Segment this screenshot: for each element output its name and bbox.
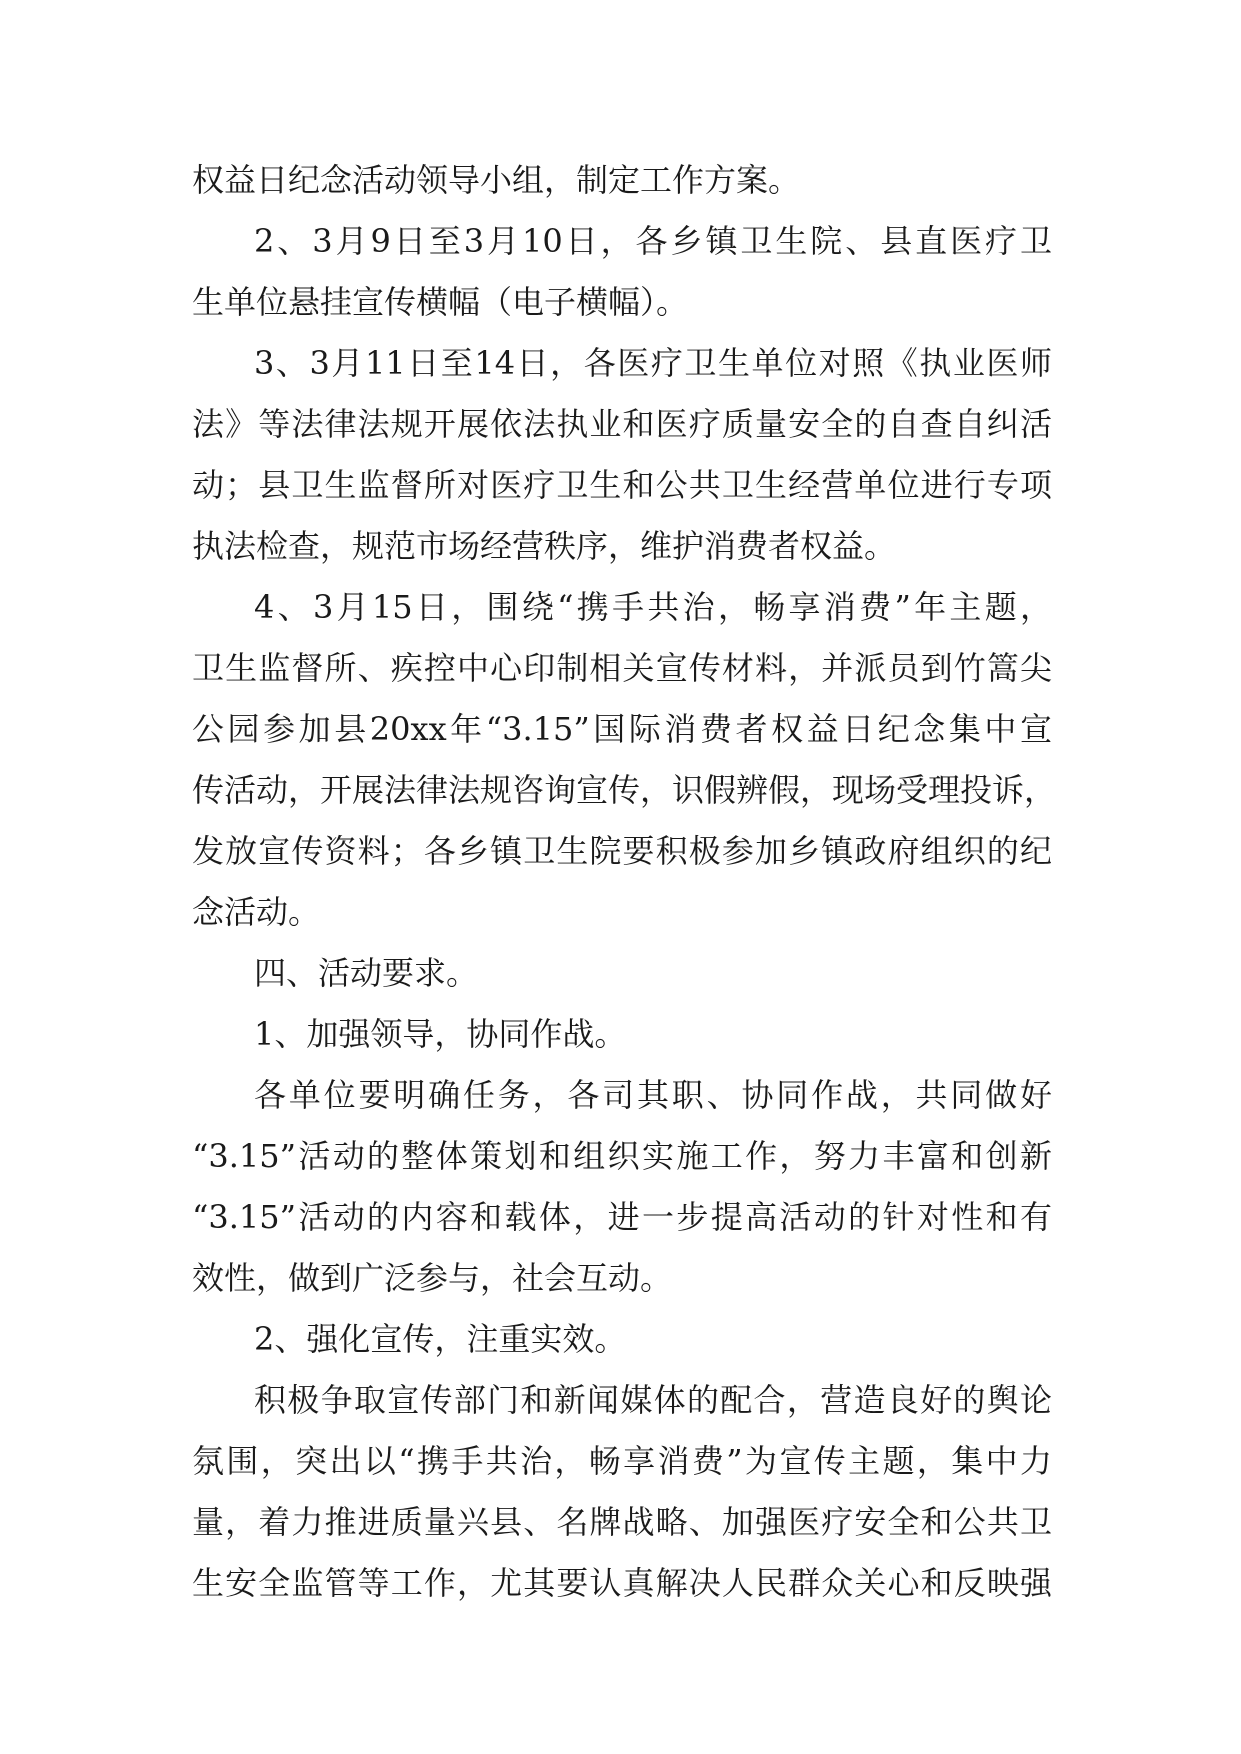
text-line: 四、活动要求。: [254, 954, 479, 992]
text-line: 生安全监管等工作，尤其要认真解决人民群众关心和反映强: [192, 1564, 1052, 1602]
text-line: 卫生监督所、疾控中心印制相关宣传材料，并派员到竹篙尖: [192, 649, 1052, 687]
text-line: 3、3月11日至14日，各医疗卫生单位对照《执业医师: [254, 344, 1052, 382]
text-line: 量，着力推进质量兴县、名牌战略、加强医疗安全和公共卫: [192, 1503, 1052, 1541]
text-line: 执法检查，规范市场经营秩序，维护消费者权益。: [192, 527, 897, 565]
text-line: 权益日纪念活动领导小组，制定工作方案。: [192, 161, 801, 199]
text-line: 各单位要明确任务，各司其职、协同作战，共同做好: [254, 1076, 1052, 1114]
text-line: 公园参加县20xx年“3.15”国际消费者权益日纪念集中宣: [192, 710, 1052, 748]
text-line: 效性，做到广泛参与，社会互动。: [192, 1259, 673, 1297]
text-line: 法》等法律法规开展依法执业和医疗质量安全的自查自纠活: [192, 405, 1052, 443]
text-line: 2、3月9日至3月10日，各乡镇卫生院、县直医疗卫: [254, 222, 1052, 260]
document-body: [192, 150, 1057, 1614]
text-line: “3.15”活动的内容和载体，进一步提高活动的针对性和有: [192, 1198, 1052, 1236]
text-line: “3.15”活动的整体策划和组织实施工作，努力丰富和创新: [192, 1137, 1052, 1175]
text-line: 1、加强领导，协同作战。: [254, 1015, 627, 1053]
text-line: 4、3月15日，围绕“携手共治，畅享消费”年主题，: [254, 588, 1052, 626]
text-line: 念活动。: [192, 893, 321, 931]
text-line: 生单位悬挂宣传横幅（电子横幅）。: [192, 283, 689, 321]
text-line: 氛围，突出以“携手共治，畅享消费”为宣传主题，集中力: [192, 1442, 1052, 1480]
text-line: 积极争取宣传部门和新闻媒体的配合，营造良好的舆论: [254, 1381, 1052, 1419]
text-line: 动；县卫生监督所对医疗卫生和公共卫生经营单位进行专项: [192, 466, 1052, 504]
text-line: 传活动，开展法律法规咨询宣传，识假辨假，现场受理投诉，: [192, 771, 1057, 809]
text-line: 2、强化宣传，注重实效。: [254, 1320, 627, 1358]
text-line: 发放宣传资料；各乡镇卫生院要积极参加乡镇政府组织的纪: [192, 832, 1052, 870]
